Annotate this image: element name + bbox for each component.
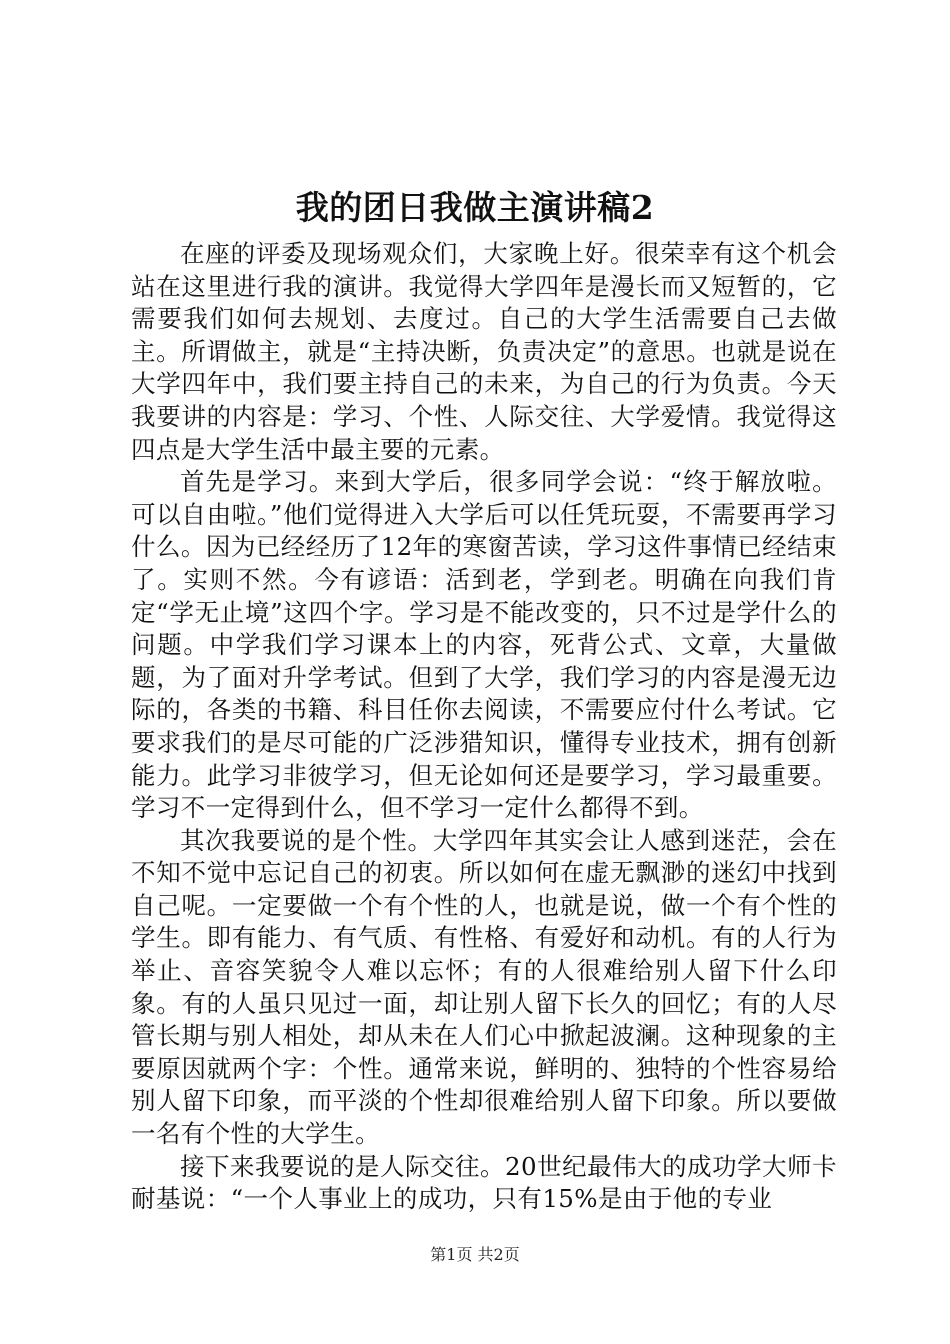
paragraph-personality: 其次我要说的是个性。大学四年其实会让人感到迷茫，会在不知不觉中忘记自己的初衷。所以如何在虚无飘渺的迷幻中找到自己呢。一定要做一个有个性的人，也就是说，做一个有个性的学生。即有能力、有气质、有性格、有爱好和动机。有的人行为举止、音容笑貌令人难以忘怀；有的人很难给别人留下什么印象。有的人虽只见过一面，却让别人留下长久的回忆；有的人尽管长期与别人相处，却从未在人们心中掀起波澜。这种现象的主要原因就两个字：个性。通常来说，鲜明的、独特的个性容易给别人留下印象，而平淡的个性却很难给别人留下印象。所以要做一名有个性的大学生。 bbox=[131, 825, 837, 1149]
document-title: 我的团日我做主演讲稿2 bbox=[295, 188, 655, 227]
paragraph-intro: 在座的评委及现场观众们，大家晚上好。很荣幸有这个机会站在这里进行我的演讲。我觉得大学四年是漫长而又短暂的，它需要我们如何去规划、去度过。自己的大学生活需要自己去做主。所谓做主，就是“主持决断，负责决定”的意思。也就是说在大学四年中，我们要主持自己的未来，为自己的行为负责。今天我要讲的内容是：学习、个性、人际交往、大学爱情。我觉得这四点是大学生活中最主要的元素。 bbox=[131, 239, 837, 464]
paragraph-study: 首先是学习。来到大学后，很多同学会说：“终于解放啦。可以自由啦。”他们觉得进入大学后可以任凭玩耍，不需要再学习什么。因为已经经历了12年的寒窗苦读，学习这件事情已经结束了。实则不然。今有谚语：活到老，学到老。明确在向我们肯定“学无止境”这四个字。学习是不能改变的，只不过是学什么的问题。中学我们学习课本上的内容，死背公式、文章，大量做题，为了面对升学考试。但到了大学，我们学习的内容是漫无边际的，各类的书籍、科目任你去阅读，不需要应付什么考试。它要求我们的是尽可能的广泛涉猎知识，懂得专业技术，拥有创新能力。此学习非彼学习，但无论如何还是要学习，学习最重要。学习不一定得到什么，但不学习一定什么都得不到。 bbox=[131, 467, 837, 823]
document-body bbox=[131, 238, 837, 1216]
page-number-footer: 第1页 共2页 bbox=[430, 1245, 520, 1264]
paragraph-relationships: 接下来我要说的是人际交往。20世纪最伟大的成功学大师卡耐基说：“一个人事业上的成功，只有15%是由于他的专业 bbox=[131, 1151, 837, 1214]
